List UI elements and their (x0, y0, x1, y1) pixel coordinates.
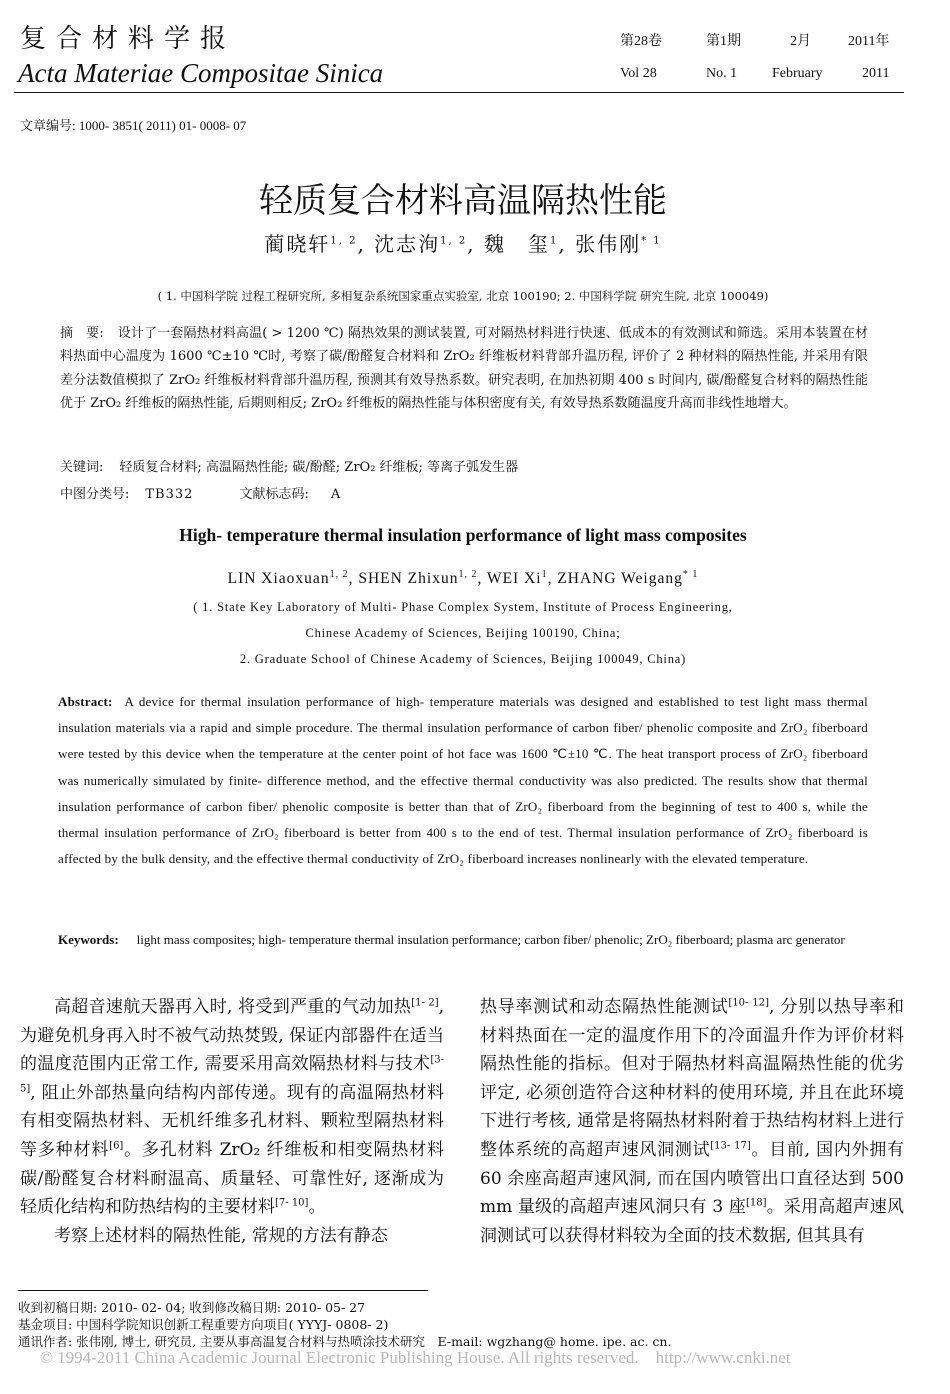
author-en-1-affil: 1, 2 (329, 568, 349, 580)
abstract-en-label: Abstract: (58, 694, 113, 709)
article-number: 文章编号: 1000- 3851( 2011) 01- 0008- 07 (20, 118, 247, 133)
citation: [13- 17] (710, 1140, 751, 1152)
volume-en: Vol 28 (620, 66, 657, 81)
author-3-affil: 1 (549, 235, 559, 247)
affiliation-en-line: ( 1. State Key Laboratory of Multi- Phase Complex System, Institute of Process Engineering, (193, 600, 733, 614)
author-4: 张伟刚 (575, 232, 642, 256)
abstract-en (58, 689, 868, 872)
authors-en: LIN Xiaoxuan$^{1, 2}$, SHEN Zhixun$^{1, 2}$, WEI Xi$^1$, ZHANG Weigang$^{* 1}$ (227, 568, 699, 587)
classification (60, 483, 340, 502)
body-text: 高超音速航天器再入时, 将受到严重的气动加热 (54, 997, 412, 1017)
body-text: 。多孔材料 ZrO₂ 纤维板和相变隔热材料碳/酚醛复合材料耐温高、质量轻、可靠性好, 逐渐成为轻质化结构和防热结构的主要材料 (20, 1139, 445, 1218)
number-cn: 第1期 (706, 34, 741, 49)
citation: [10- 12] (728, 997, 769, 1009)
author-en-3-affil: 1 (541, 568, 548, 580)
citation: [3- 5] (20, 1054, 444, 1095)
citation: [7- 10] (275, 1197, 309, 1209)
journal-name-en: Acta Materiae Compositae Sinica (18, 58, 384, 88)
doc-code-label: 文献标志码: (239, 487, 309, 502)
keywords-en (58, 927, 868, 953)
doc-code-value: A (330, 487, 341, 502)
body-text: 。采用高超声速风洞测试可以获得材料较为全面的技术数据, 但其具有 (480, 1197, 904, 1246)
author-en-4: ZHANG Weigang (557, 570, 683, 587)
abstract-cn-text: 设计了一套隔热材料高温( > 1200 ℃) 隔热效果的测试装置, 可对隔热材料进行快速、低成本的有效测试和筛选。采用本装置在材料热面中心温度为 1600 ℃±10 ℃时, 考察了碳/酚醛复合材料和 ZrO₂ 纤维板材料背部升温历程, 评价了 2 种材料的隔热性能, 并采用有限差分法数值模拟了 ZrO₂ 纤维板材料背部升温历程, 预测其有效导热系数。研究表明, 在加热初期 400 s 时间内, 碳/酚醛复合材料的隔热性能优于 ZrO₂ 纤维板的隔热性能, 后期则相反; ZrO₂ 纤维板的隔热性能与体积密度有关, 有效导热系数随温度升高而非线性地增大。 (60, 326, 868, 412)
header-rule (14, 92, 904, 93)
year-cn: 2011年 (848, 34, 890, 49)
abstract-cn (60, 322, 868, 416)
body-paragraph: 考察上述材料的隔热性能, 常规的方法有静态 (54, 1225, 388, 1246)
author-en-1: LIN Xiaoxuan (227, 570, 330, 587)
body-text: , 为避免机身再入时不被气动热焚毁, 保证内部器件在适当的温度范围内正常工作, 需要采用高效隔热材料与技术 (20, 997, 444, 1075)
title-cn: 轻质复合材料高温隔热性能 (259, 181, 667, 221)
body-text: , 分别以热导率和材料热面在一定的温度作用下的冷面温升作为评价材料隔热性能的指标。但对于隔热材料高温隔热性能的优劣评定, 必须创造符合这种材料的使用环境, 并且在此环境下进行考核, 通常是将隔热材料附着于热结构材料上进行整体系统的高超声速风洞测试 (480, 997, 905, 1160)
clc-value: TB332 (145, 487, 194, 502)
footnote-received: 收到初稿日期: 2010- 02- 04; 收到修改稿日期: 2010- 05- 27 (18, 1300, 366, 1315)
body-column-right (480, 993, 904, 1250)
body-column-left (20, 993, 444, 1250)
body-text: 热导率测试和动态隔热性能测试 (480, 997, 729, 1017)
author-en-3: WEI Xi (486, 570, 542, 587)
authors-cn: 蔺晓轩$^{1, 2}$, 沈志洵$^{1, 2}$, 魏 玺$^1$, 张伟刚$^{* 1}$ (264, 232, 662, 256)
author-en-2: SHEN Zhixun (358, 570, 459, 587)
author-1-affil: 1, 2 (330, 235, 358, 247)
footnote-rule (18, 1290, 428, 1291)
volume-cn: 第28卷 (620, 34, 662, 49)
month-en: February (772, 66, 823, 81)
issue-info-cn (620, 30, 889, 50)
abstract-cn-label: 摘 要: (60, 326, 104, 341)
journal-name-cn: 复合材料学报 (20, 24, 237, 54)
keywords-cn-label: 关键词: (60, 460, 104, 475)
citation: [6] (109, 1140, 124, 1152)
number-en: No. 1 (706, 66, 738, 81)
author-en-4-affil: * 1 (682, 568, 699, 580)
affiliation-cn: ( 1. 中国科学院 过程工程研究所, 多相复杂系统国家重点实验室, 北京 100190; 2. 中国科学院 研究生院, 北京 100049) (157, 289, 769, 303)
month-cn: 2月 (790, 34, 811, 49)
author-en-2-affil: 1, 2 (458, 568, 478, 580)
keywords-en-label: Keywords: (58, 932, 119, 947)
abstract-en-text: A device for thermal insulation performance of high- temperature materials was designed and established to test light mass thermal insulation materials via a rapid and simple procedure. The thermal insulation performance of carbon fiber/ phenolic composite and ZrO₂ fiberboard were tested by this device when the temperature at the center point of hot face was 1600 ℃±10 ℃. The heat transport process of ZrO₂ fiberboard was numerically simulated by finite- difference method, and the effective thermal conductivity was also predicted. The results show that thermal insulation performance of carbon fiber/ phenolic composite is better than that of ZrO₂ fiberboard from the beginning of test to 400 s, while the thermal insulation performance of ZrO₂ fiberboard is better from 400 s to the end of test. Thermal insulation performance of ZrO₂ fiberboard is affected by the bulk density, and the effective thermal conductivity of ZrO₂ fiberboard increases nonlinearly with the elevated temperature. (58, 694, 868, 867)
body-text: , 阻止外部热量向结构内部传递。现有的高温隔热材料有相变隔热材料、无机纤维多孔材料、颗粒型隔热材料等多种材料 (20, 1082, 444, 1160)
author-3: 魏 玺 (483, 232, 550, 256)
author-4-affil: * 1 (641, 235, 662, 247)
citation: [1- 2] (411, 997, 439, 1009)
author-2: 沈志洵 (374, 232, 441, 256)
year-en: 2011 (862, 66, 890, 81)
author-2-affil: 1, 2 (440, 235, 468, 247)
clc-label: 中图分类号: (60, 487, 130, 502)
footnote-funding: 基金项目: 中国科学院知识创新工程重要方向项目( YYYJ- 0808- 2) (18, 1317, 389, 1332)
copyright-watermark: © 1994-2011 China Academic Journal Electronic Publishing House. All rights reserved. http://www.cnki.net (40, 1348, 791, 1367)
keywords-cn-text: 轻质复合材料; 高温隔热性能; 碳/酚醛; ZrO₂ 纤维板; 等离子弧发生器 (119, 460, 519, 475)
title-en: High- temperature thermal insulation performance of light mass composites (179, 525, 747, 545)
issue-info-en (620, 66, 889, 82)
keywords-en-text: light mass composites; high- temperature thermal insulation performance; carbon fiber/ phenolic; ZrO₂ fiberboard; plasma arc generator (136, 932, 845, 947)
body-text: 。目前, 国内外拥有 60 余座高超声速风洞, 而在国内喷管出口直径达到 500 mm 量级的高超声速风洞只有 3 座 (480, 1139, 905, 1218)
affiliation-en-line: Chinese Academy of Sciences, Beijing 100190, China; (305, 626, 621, 640)
body-text: 。 (308, 1197, 326, 1218)
citation: [18] (746, 1197, 767, 1209)
keywords-cn (60, 456, 518, 475)
footnote-corresponding: 通讯作者: 张伟刚, 博士, 研究员, 主要从事高温复合材料与热喷涂技术研究 E-mail: wgzhang@ home. ipe. ac. cn. (18, 1334, 672, 1349)
affiliation-en-line: 2. Graduate School of Chinese Academy of Sciences, Beijing 100049, China) (239, 652, 687, 666)
body-paragraph (480, 993, 904, 1250)
author-1: 蔺晓轩 (264, 232, 331, 256)
body-paragraph (20, 993, 444, 1222)
